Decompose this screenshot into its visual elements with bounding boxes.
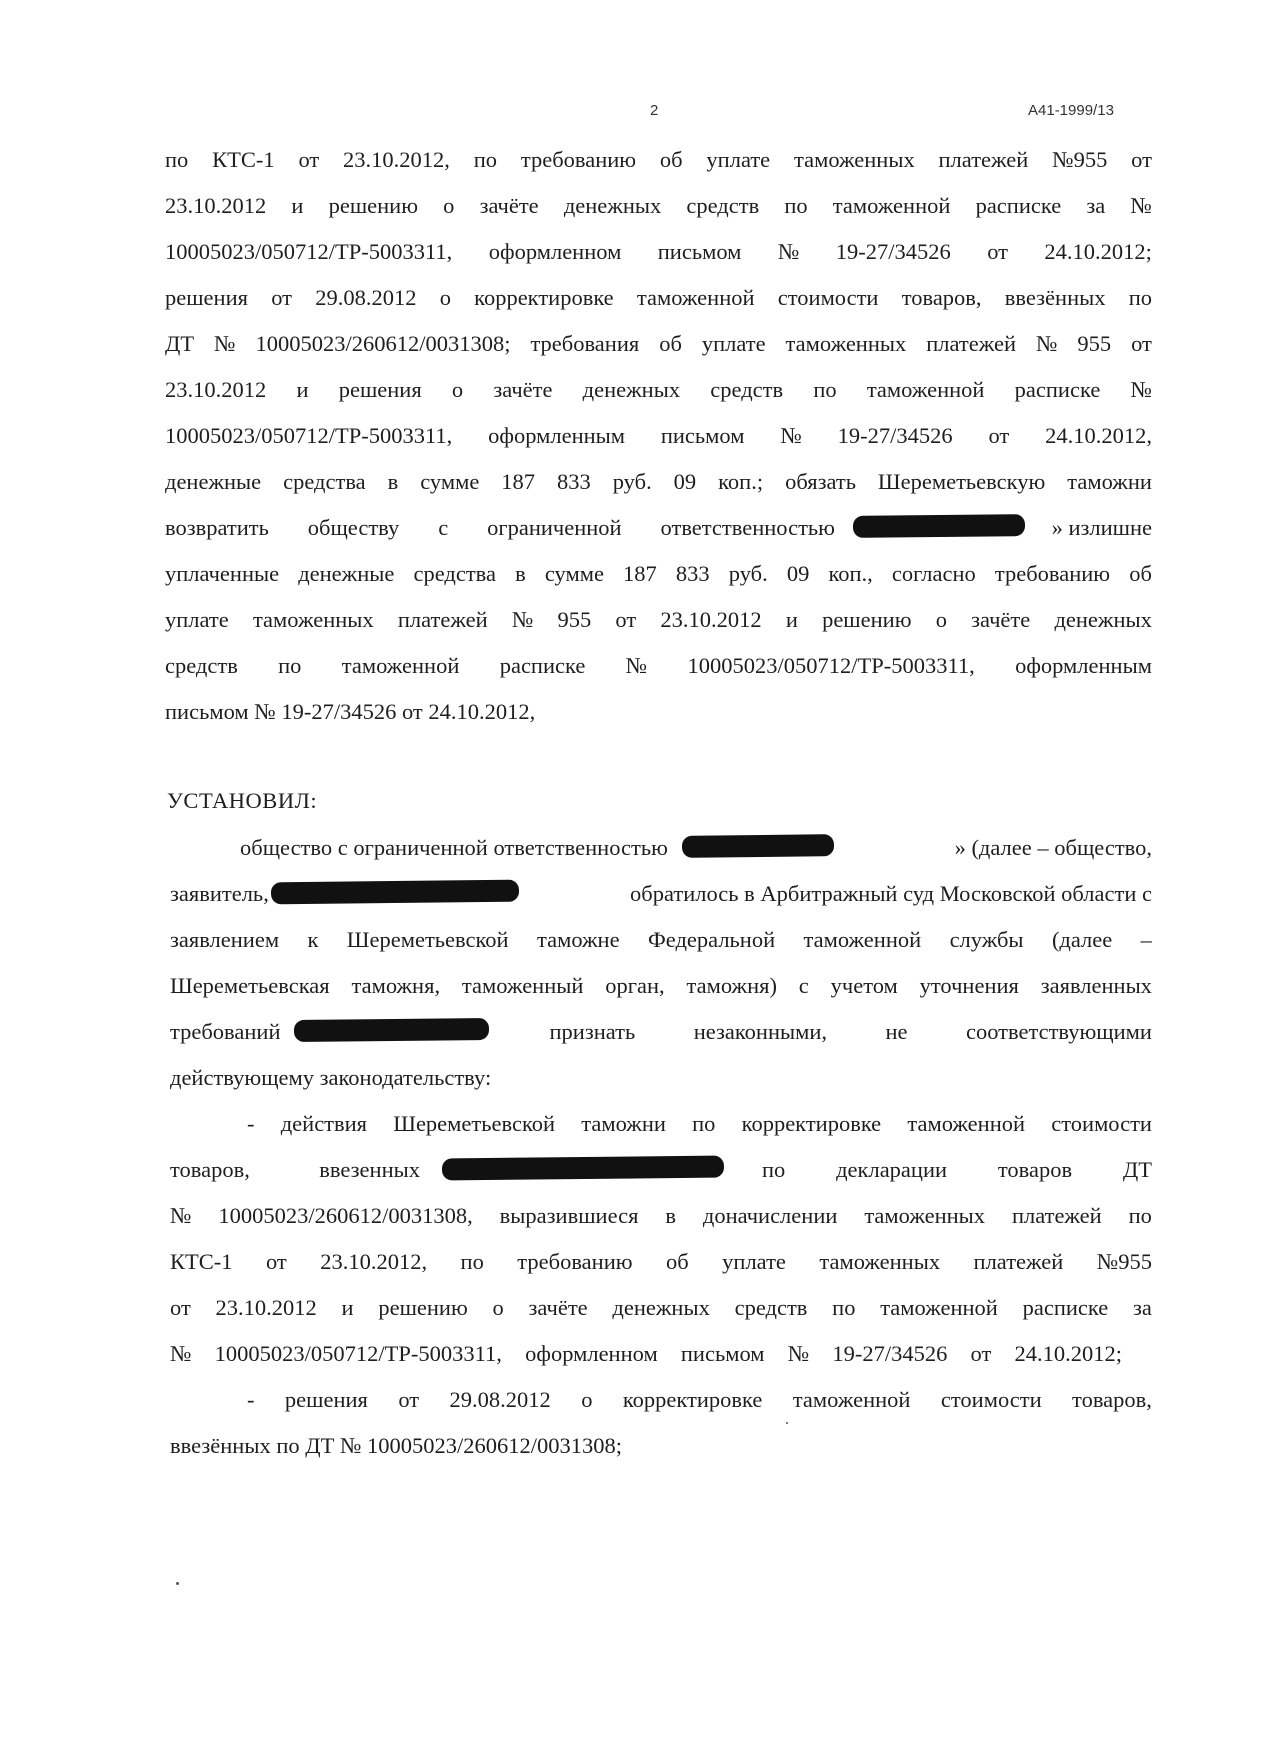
- word: оформленном: [525, 1341, 658, 1366]
- word: таможенных: [864, 1203, 986, 1228]
- body-p2-line-6: [170, 1340, 1122, 1368]
- word: 29.08.2012: [315, 285, 417, 310]
- word: коп.;: [718, 469, 764, 494]
- intro-line-4: [165, 284, 1152, 312]
- word: решению: [328, 193, 419, 218]
- redaction-block: [442, 1156, 724, 1181]
- word: таможни: [581, 1111, 666, 1136]
- word: ДТ: [1122, 1157, 1152, 1182]
- body-p1-line-1-tail: » (далее – общество,: [954, 835, 1152, 860]
- word: не: [885, 1019, 908, 1044]
- word: уплате: [165, 607, 229, 632]
- word: №955: [1052, 147, 1108, 172]
- word: по: [1128, 1203, 1152, 1228]
- scan-speck: [786, 1422, 788, 1424]
- word: денежные: [298, 561, 395, 586]
- word: -: [247, 1387, 255, 1412]
- word: учетом: [830, 973, 898, 998]
- word: об: [1129, 561, 1152, 586]
- word: заявленных: [1040, 973, 1152, 998]
- redaction-block: [271, 880, 519, 905]
- word: обязать: [785, 469, 856, 494]
- page-number: 2: [650, 102, 659, 119]
- word: средств: [710, 377, 784, 402]
- redaction-block: [682, 834, 834, 858]
- word: (далее: [1051, 927, 1113, 952]
- word: по: [278, 653, 302, 678]
- word: 10005023/050712/ТР-5003311,: [165, 423, 453, 448]
- word: письмом: [657, 239, 742, 264]
- word: и: [341, 1295, 354, 1320]
- word: уточнения: [919, 973, 1019, 998]
- word: таможенных: [785, 331, 907, 356]
- word: таможенной: [866, 377, 985, 402]
- word: руб.: [612, 469, 652, 494]
- body-p1-line-1-text: общество с ограниченной ответственностью: [240, 835, 668, 860]
- word: ответственностью: [660, 515, 835, 540]
- body-p1-line-2: [170, 880, 1152, 908]
- word: КТС-1: [170, 1249, 233, 1274]
- word: №: [170, 1341, 192, 1366]
- intro-line-2: [165, 192, 1152, 220]
- word: обществу: [307, 515, 400, 540]
- word: 10005023/050712/ТР-5003311,: [687, 653, 975, 678]
- word: решения: [338, 377, 422, 402]
- word: средств: [686, 193, 760, 218]
- word: средства: [283, 469, 366, 494]
- word: платежей: [926, 331, 1016, 356]
- word: о: [439, 285, 451, 310]
- word: денежных: [1054, 607, 1152, 632]
- word: таможня,: [351, 973, 441, 998]
- word: заявлением: [170, 927, 280, 952]
- word: и: [291, 193, 304, 218]
- word: 23.10.2012: [215, 1295, 317, 1320]
- word: от: [987, 239, 1008, 264]
- word: 23.10.2012,: [320, 1249, 428, 1274]
- word: требованию: [520, 147, 637, 172]
- word: с: [438, 515, 449, 540]
- word: ограниченной: [487, 515, 622, 540]
- word: Шереметьевскую: [877, 469, 1046, 494]
- word: 19-27/34526: [837, 423, 953, 448]
- word: стоимости: [1051, 1111, 1152, 1136]
- word: товаров,: [1072, 1387, 1152, 1412]
- body-p2-line-4: [170, 1248, 1152, 1276]
- word: товаров: [997, 1157, 1073, 1182]
- word: таможенной: [907, 1111, 1026, 1136]
- word: корректировке: [622, 1387, 763, 1412]
- word: требования: [530, 331, 640, 356]
- word: 24.10.2012;: [1044, 239, 1152, 264]
- word: ввезенных: [319, 1157, 420, 1182]
- word: таможенной: [636, 285, 755, 310]
- word: средства: [413, 561, 496, 586]
- word: сумме: [544, 561, 604, 586]
- word: таможенной: [341, 653, 460, 678]
- word: зачёте: [528, 1295, 588, 1320]
- intro-line-6: [165, 376, 1152, 404]
- word: №: [1130, 193, 1152, 218]
- word: оформленном: [488, 239, 622, 264]
- word: о: [581, 1387, 593, 1412]
- word: 955: [557, 607, 592, 632]
- word: о: [492, 1295, 504, 1320]
- body-p1-line-2-text: заявитель,: [170, 881, 269, 906]
- word: письмом: [680, 1341, 765, 1366]
- body-p2-line-1: [247, 1110, 1152, 1138]
- word: письмом: [660, 423, 745, 448]
- word: Шереметьевской: [346, 927, 509, 952]
- word: 10005023/260612/0031308;: [255, 331, 511, 356]
- intro-line-10: [165, 560, 1152, 588]
- word: от: [1131, 331, 1152, 356]
- word: таможенной: [880, 1295, 998, 1320]
- word: орган,: [605, 973, 665, 998]
- word: руб.: [728, 561, 768, 586]
- word: доначислении: [702, 1203, 838, 1228]
- word: №: [625, 653, 648, 678]
- word: по: [762, 1157, 786, 1182]
- word: к: [307, 927, 319, 952]
- word: 23.10.2012: [165, 377, 267, 402]
- word: 23.10.2012: [165, 193, 267, 218]
- word: в: [515, 561, 526, 586]
- word: корректировке: [474, 285, 614, 310]
- word: выразившиеся: [499, 1203, 639, 1228]
- body-p2-line-2-text: [170, 1156, 420, 1184]
- word: таможенной: [803, 927, 922, 952]
- intro-line-1: [165, 146, 1152, 174]
- word: 833: [557, 469, 591, 494]
- word: в: [665, 1203, 676, 1228]
- word: службы: [949, 927, 1024, 952]
- word: 187: [623, 561, 657, 586]
- word: сумме: [420, 469, 480, 494]
- word: оформленным: [488, 423, 626, 448]
- word: уплате: [722, 1249, 786, 1274]
- word: об: [659, 147, 683, 172]
- word: об: [666, 1249, 689, 1274]
- body-p3-line-2: ввезённых по ДТ № 10005023/260612/0031308;: [170, 1433, 623, 1458]
- word: уплаченные: [165, 561, 280, 586]
- word: 955: [1077, 331, 1112, 356]
- intro-line-9-text: [165, 514, 835, 542]
- word: №: [787, 1341, 810, 1366]
- word: таможня): [686, 973, 777, 998]
- word: расписке: [975, 193, 1062, 218]
- word: по: [473, 147, 498, 172]
- word: за: [1133, 1295, 1152, 1320]
- word: решению: [822, 607, 912, 632]
- word: 19-27/34526: [835, 239, 951, 264]
- word: КТС-1: [212, 147, 275, 172]
- word: о: [935, 607, 947, 632]
- body-p1-line-2-tail: обратилось в Арбитражный суд Московской области с: [630, 881, 1152, 906]
- word: с: [798, 973, 809, 998]
- word: ввезённых: [1004, 285, 1106, 310]
- word: таможенный: [461, 973, 584, 998]
- body-p1-line-4: [170, 972, 1152, 1000]
- word: решения: [284, 1387, 368, 1412]
- word: –: [1140, 927, 1152, 952]
- word: №: [170, 1203, 192, 1228]
- body-p2-line-3: [170, 1202, 1152, 1230]
- word: требованию: [517, 1249, 633, 1274]
- redaction-block: [853, 514, 1025, 538]
- body-p2-line-5: [170, 1294, 1152, 1322]
- word: за: [1086, 193, 1106, 218]
- intro-line-5: [165, 330, 1152, 358]
- word: 19-27/34526: [832, 1341, 948, 1366]
- word: от: [265, 1249, 287, 1274]
- word: Шереметьевской: [393, 1111, 556, 1136]
- redaction-block: [294, 1018, 489, 1042]
- word: и: [296, 377, 309, 402]
- word: №: [780, 423, 802, 448]
- word: незаконными,: [693, 1019, 828, 1044]
- word: по: [1128, 285, 1152, 310]
- word: 09: [786, 561, 810, 586]
- word: платежей: [397, 607, 488, 632]
- word: от: [271, 285, 292, 310]
- word: декларации: [836, 1157, 948, 1182]
- case-number: А41-1999/13: [1028, 102, 1114, 119]
- word: денежные: [165, 469, 262, 494]
- word: стоимости: [777, 285, 879, 310]
- word: платежей: [973, 1249, 1064, 1274]
- word: стоимости: [940, 1387, 1042, 1412]
- word: об: [659, 331, 682, 356]
- word: ДТ: [165, 331, 195, 356]
- word: таможенной: [832, 193, 951, 218]
- intro-line-13: письмом № 19-27/34526 от 24.10.2012,: [165, 699, 536, 724]
- word: 09: [673, 469, 697, 494]
- word: признать: [549, 1019, 636, 1044]
- word: и: [785, 607, 798, 632]
- word: в: [387, 469, 399, 494]
- word: таможенных: [819, 1249, 941, 1274]
- body-p1-line-5-text: требований: [170, 1019, 281, 1044]
- scan-speck: [176, 1582, 179, 1585]
- body-p3-line-1: [247, 1386, 1152, 1414]
- word: от: [988, 423, 1010, 448]
- word: оформленным: [1015, 653, 1152, 678]
- word: решения: [165, 285, 248, 310]
- word: 23.10.2012: [660, 607, 762, 632]
- intro-line-11: [165, 606, 1152, 634]
- word: №: [1035, 331, 1058, 356]
- word: расписке: [1014, 377, 1101, 402]
- word: -: [247, 1111, 255, 1136]
- word: 23.10.2012,: [343, 147, 450, 172]
- word: действия: [280, 1111, 368, 1136]
- word: Федеральной: [647, 927, 776, 952]
- word: таможенных: [793, 147, 915, 172]
- word: №955: [1096, 1249, 1152, 1274]
- intro-line-7: [165, 422, 1152, 450]
- word: 187: [501, 469, 536, 494]
- body-p1-line-6: действующему законодательству:: [170, 1065, 492, 1090]
- word: денежных: [582, 377, 681, 402]
- word: коп.,: [828, 561, 873, 586]
- body-p2-line-2-tail: [762, 1156, 1152, 1184]
- body-p2-line-2: [170, 1156, 1152, 1184]
- word: таможни: [1067, 469, 1152, 494]
- word: по: [165, 147, 189, 172]
- word: №: [777, 239, 800, 264]
- word: таможенной: [792, 1387, 911, 1412]
- word: расписке: [499, 653, 586, 678]
- word: зачёте: [971, 607, 1031, 632]
- section-heading: УСТАНОВИЛ:: [167, 788, 318, 813]
- word: соответствующими: [965, 1019, 1152, 1044]
- word: таможне: [536, 927, 620, 952]
- word: по: [813, 377, 837, 402]
- word: по: [460, 1249, 484, 1274]
- word: по: [832, 1295, 856, 1320]
- word: уплате: [701, 331, 766, 356]
- word: корректировке: [741, 1111, 882, 1136]
- word: платежей: [1011, 1203, 1102, 1228]
- body-p1-line-1: [240, 834, 1152, 862]
- word: платежей: [938, 147, 1029, 172]
- word: средств: [165, 653, 238, 678]
- word: 29.08.2012: [449, 1387, 551, 1412]
- word: №: [214, 331, 236, 356]
- word: товаров,: [170, 1157, 250, 1182]
- word: о: [443, 193, 455, 218]
- word: решению: [378, 1295, 468, 1320]
- word: денежных: [563, 193, 662, 218]
- word: от: [970, 1341, 992, 1366]
- word: уплате: [706, 147, 771, 172]
- word: о: [451, 377, 464, 402]
- word: по: [784, 193, 808, 218]
- word: №: [1130, 377, 1152, 402]
- word: согласно: [891, 561, 976, 586]
- word: от: [170, 1295, 191, 1320]
- word: зачёте: [479, 193, 539, 218]
- word: от: [1131, 147, 1152, 172]
- word: таможенных: [252, 607, 374, 632]
- word: требованию: [994, 561, 1111, 586]
- word: по: [692, 1111, 716, 1136]
- word: зачёте: [493, 377, 553, 402]
- intro-line-9: [165, 514, 1152, 542]
- intro-line-8: [165, 468, 1152, 496]
- word: 10005023/050712/ТР-5003311,: [214, 1341, 502, 1366]
- word: товаров,: [901, 285, 982, 310]
- word: средств: [734, 1295, 808, 1320]
- body-p1-line-5-tail: [549, 1018, 1152, 1046]
- word: 10005023/260612/0031308,: [218, 1203, 473, 1228]
- word: возвратить: [165, 515, 269, 540]
- word: денежных: [612, 1295, 710, 1320]
- word: 833: [675, 561, 710, 586]
- word: Шереметьевская: [170, 973, 330, 998]
- intro-line-3: [165, 238, 1152, 266]
- intro-line-9-tail: » излишне: [1051, 515, 1152, 540]
- intro-line-12: [165, 652, 1152, 680]
- body-p1-line-3: [170, 926, 1152, 954]
- word: 24.10.2012,: [1045, 423, 1152, 448]
- word: 10005023/050712/ТР-5003311,: [165, 239, 453, 264]
- word: №: [511, 607, 534, 632]
- word: от: [398, 1387, 420, 1412]
- word: от: [298, 147, 320, 172]
- word: 24.10.2012;: [1014, 1341, 1122, 1366]
- word: расписке: [1022, 1295, 1109, 1320]
- word: от: [615, 607, 637, 632]
- body-p1-line-5: [170, 1018, 1152, 1046]
